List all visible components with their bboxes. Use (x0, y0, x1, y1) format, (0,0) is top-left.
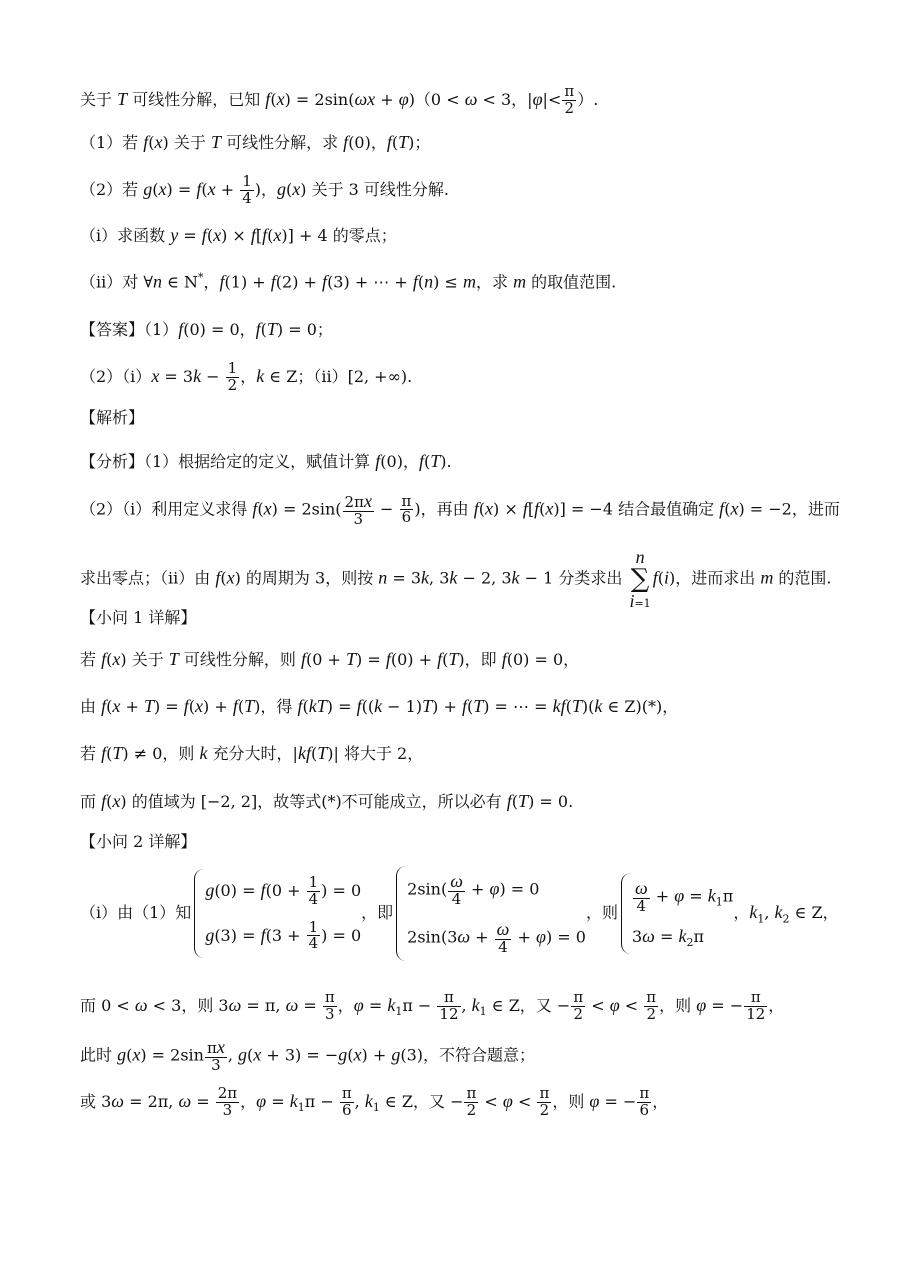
system-brace-1: g(0) = f(0 + $\frac{1}{4}$ ) = 0 g(3) = f(3 + $\frac{1}{4}$ ) = 0 (194, 869, 361, 958)
part2-line-omega1: 而 0 < ω < 3，则 3ω = π, ω = $\frac{\pi}{3}$ ，$\varphi = k_1\pi$ − $\frac{\pi}{12}$ , $k_1$ ∈ Z，又 − $\frac{\pi}{2}$ < φ < $\frac{\pi}{2}$ ，则 φ = − $\frac{\pi}{12}$ ， (80, 988, 785, 1023)
part1-line-3: 若 f(T) ≠ 0，则 k 充分大时，|kf(T)| 将大于 2， (80, 743, 424, 763)
system-brace-2: 2sin( $\frac{\omega}{4}$ + φ) = 0 2sin(3ω + $\frac{\omega}{4}$ + φ) = 0 (396, 866, 586, 961)
question-2-ii: （ii）对 ∀n ∈ N*，f(1) + f(2) + f(3) + ⋯ + f(n) ≤ m，求 m 的取值范围. (80, 271, 617, 292)
part2-line-omega2: 或 3ω = 2π, ω = $\frac{2\pi}{3}$ ，$\varphi = k_1\pi$ − $\frac{\pi}{6}$ , $k_1$ ∈ Z，又 − $\frac{\pi}{2}$ < φ < $\frac{\pi}{2}$ ，则 φ = − $\frac{\pi}{6}$ ， (80, 1084, 669, 1119)
part2-line-reject: 此时 g(x) = 2sin $\frac{\pi x}{3}$ , g(x + 3) = −g(x) + g(3)，不符合题意； (80, 1037, 535, 1074)
analysis-2: （2）（i）利用定义求得 f(x) = 2sin( $\frac{2\pi x}{3}$ − $\frac{\pi}{6}$ )，再由 f(x) × f[f(x)] = −4 结合最值确定 f(x) = −2，进而 (80, 491, 840, 528)
analysis-heading: 【解析】 (80, 408, 145, 427)
part1-heading: 【小问 1 详解】 (80, 608, 197, 627)
question-2: （2）若 g(x) = f(x + $\frac{1}{4}$ )，g(x) 关于 3 可线性分解. (80, 172, 450, 207)
analysis-3: 求出零点；（ii）由 f(x) 的周期为 3，则按 n = 3k, 3k − 2, 3k − 1 分类求出 n ∑ i=1f(i)，进而求出 m 的范围. (80, 547, 832, 611)
problem-statement: 关于 T 可线性分解，已知 f(x) = 2sin(ωx + φ)（0 < ω < 3，|φ|< $\frac{\pi}{2}$ ）. (80, 82, 599, 117)
system-brace-3: $\frac{\omega}{4}$ + $\varphi = k_1\pi$ $3\omega = k_2\pi$ (621, 873, 733, 954)
answer-line-2: （2）（i）x = 3k − $\frac{1}{2}$ ，k ∈ Z；（ii）[2, +∞). (80, 359, 413, 394)
part2-system-line: （i）由（1）知 g(0) = f(0 + $\frac{1}{4}$ ) = 0 g(3) = f(3 + $\frac{1}{4}$ ) = 0 ，即 2sin( $\frac{\omega}{4}$ + φ) = 0 2sin(3ω + $\frac{\omega}{4}$ + φ) = 0 ，则 $\frac{\omega}{4}$ + $\varphi = k_1\pi$ $3\omega = k_2\pi$ ，$k_1$, $k_2$ ∈ Z， (80, 866, 839, 961)
part1-line-1: 若 f(x) 关于 T 可线性分解，则 f(0 + T) = f(0) + f(T)，即 f(0) = 0， (80, 649, 580, 669)
answer-line-1: 【答案】（1）f(0) = 0，f(T) = 0； (80, 319, 333, 339)
analysis-1: 【分析】（1）根据给定的定义，赋值计算 f(0)，f(T). (80, 451, 452, 471)
question-2-i: （i）求函数 y = f(x) × f[f(x)] + 4 的零点； (80, 225, 397, 245)
part1-line-4: 而 f(x) 的值域为 [−2, 2]，故等式(*)不可能成立，所以必有 f(T) = 0. (80, 791, 574, 811)
part1-line-2: 由 f(x + T) = f(x) + f(T)，得 f(kT) = f((k − 1)T) + f(T) = ⋯ = kf(T)(k ∈ Z)(*)， (80, 696, 679, 716)
question-1: （1）若 f(x) 关于 T 可线性分解，求 f(0)，f(T)； (80, 132, 431, 152)
part2-heading: 【小问 2 详解】 (80, 832, 197, 851)
